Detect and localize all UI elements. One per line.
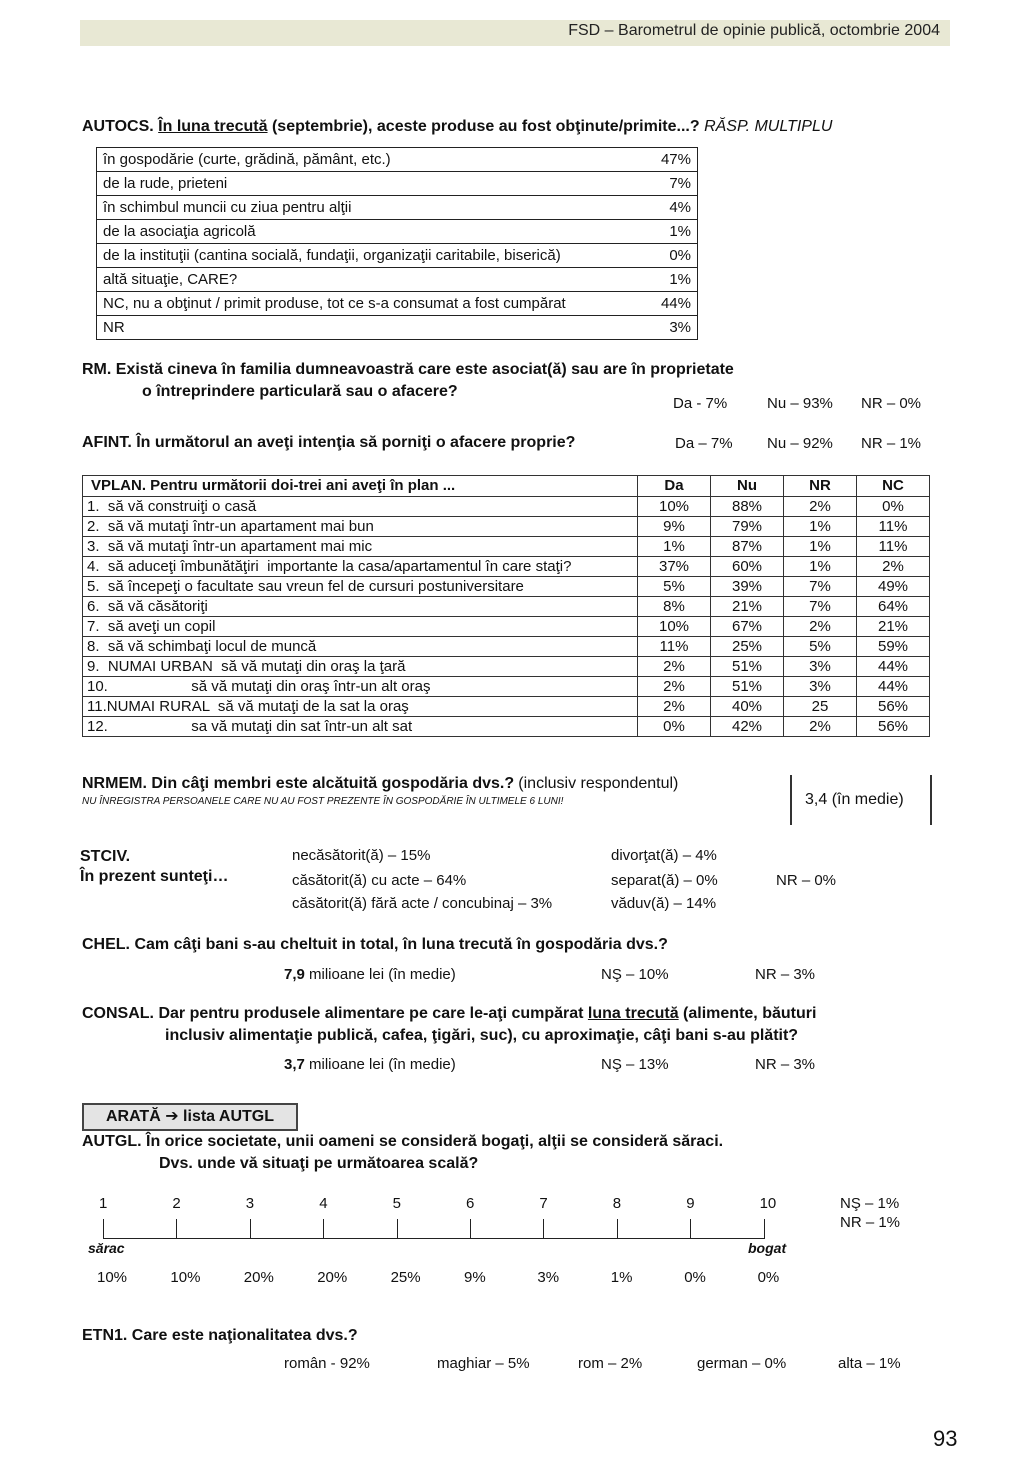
autgl-scale-number: 10 (759, 1195, 777, 1212)
stciv-code: STCIV. (80, 848, 131, 865)
autgl-scale-percent: 20% (243, 1269, 274, 1286)
vplan-cell: 56% (857, 697, 930, 717)
autgl-scale-tick (103, 1219, 104, 1239)
vplan-cell: 11% (638, 637, 711, 657)
autgl-scale-tick (250, 1219, 251, 1239)
consal-answer-ns: NŞ – 13% (601, 1056, 669, 1073)
vplan-cell: 2% (638, 677, 711, 697)
etn1-answer-roman: român - 92% (284, 1355, 370, 1372)
vplan-cell: 79% (711, 517, 784, 537)
afint-answer-nu: Nu – 92% (767, 435, 833, 452)
vplan-column-header: Nu (711, 476, 784, 497)
chel-answer-ns: NŞ – 10% (601, 966, 669, 983)
autgl-scale-percent: 0% (757, 1269, 780, 1286)
vplan-row (83, 537, 930, 557)
autgl-scale-tick (176, 1219, 177, 1239)
autocs-row-label: de la rude, prieteni (97, 172, 616, 196)
autgl-scale-number: 5 (392, 1195, 401, 1212)
chel-answer: 7,9 milioane lei (în medie) (284, 966, 456, 983)
vplan-cell: 21% (711, 597, 784, 617)
autocs-row-value: 1% (615, 220, 698, 244)
autgl-scale-tick (397, 1219, 398, 1239)
autocs-row (97, 244, 698, 268)
vplan-cell: 1% (784, 557, 857, 577)
vplan-cell: 51% (711, 677, 784, 697)
vplan-cell: 9% (638, 517, 711, 537)
stciv-answer-divortat: divorţat(ă) – 4% (611, 847, 717, 864)
vplan-cell: 40% (711, 697, 784, 717)
vplan-cell: 87% (711, 537, 784, 557)
stciv-answer-casatorit-acte: căsătorit(ă) cu acte – 64% (292, 872, 467, 889)
autgl-scale-number: 2 (172, 1195, 181, 1212)
vplan-cell: 2% (638, 657, 711, 677)
autgl-scale-number: 9 (686, 1195, 695, 1212)
vplan-cell: 2% (857, 557, 930, 577)
vplan-cell: 42% (711, 717, 784, 737)
afint-answer-nr: NR – 1% (861, 435, 922, 452)
vplan-row-label: 2. să vă mutaţi într-un apartament mai bun (83, 517, 638, 537)
autocs-row (97, 268, 698, 292)
etn1-answer-alta: alta – 1% (838, 1355, 901, 1372)
vplan-cell: 1% (784, 537, 857, 557)
autocs-row-value: 0% (615, 244, 698, 268)
afint-answer-da: Da – 7% (675, 435, 733, 452)
vplan-cell: 1% (784, 517, 857, 537)
vplan-column-header: Da (638, 476, 711, 497)
autgl-scale-percent: 25% (390, 1269, 421, 1286)
vplan-cell: 11% (857, 537, 930, 557)
vplan-row-label: 9. NUMAI URBAN să vă mutaţi din oraş la ţară (83, 657, 638, 677)
vplan-cell: 1% (638, 537, 711, 557)
autgl-scale-number: 1 (99, 1195, 108, 1212)
autocs-row-value: 47% (615, 148, 698, 172)
autocs-row-label: în schimbul muncii cu ziua pentru alţii (97, 196, 616, 220)
rm-answer-nr: NR – 0% (861, 395, 922, 412)
vplan-cell: 64% (857, 597, 930, 617)
autocs-table (96, 147, 698, 340)
vplan-cell: 2% (784, 717, 857, 737)
vplan-row (83, 597, 930, 617)
autgl-scale-number: 8 (612, 1195, 622, 1212)
nrmem-right-rule (930, 775, 932, 825)
vplan-row-label: 12. sa vă mutaţi din sat într-un alt sat (83, 717, 638, 737)
autocs-row-value: 1% (615, 268, 698, 292)
vplan-header-row (83, 476, 930, 497)
vplan-cell: 2% (784, 497, 857, 517)
autocs-row-value: 4% (615, 196, 698, 220)
rm-answer-da: Da - 7% (673, 395, 728, 412)
autgl-label-bogat: bogat (748, 1240, 787, 1256)
consal-question-line1: CONSAL. Dar pentru produsele alimentare pe care le-aţi cumpărat luna trecută (alimente, băuturi (82, 1005, 817, 1022)
rm-question-line1: RM. Există cineva în familia dumneavoastră care este asociat(ă) sau are în proprietate (82, 361, 734, 378)
vplan-row-label: 8. să vă schimbaţi locul de muncă (83, 637, 638, 657)
autocs-row-value: 3% (615, 316, 698, 340)
vplan-row-label: 4. să aduceţi îmbunătăţiri importante la casa/apartamentul în care staţi? (83, 557, 638, 577)
autgl-scale-tick (470, 1219, 471, 1239)
autgl-question-line1: AUTGL. În orice societate, unii oameni se consideră bogaţi, alţii se consideră săraci. (82, 1133, 724, 1150)
vplan-cell: 44% (857, 657, 930, 677)
vplan-row (83, 497, 930, 517)
autocs-row-label: în gospodărie (curte, grădină, pământ, etc.) (97, 148, 616, 172)
nrmem-answer: 3,4 (în medie) (805, 791, 904, 808)
nrmem-note: NU ÎNREGISTRA PERSOANELE CARE NU AU FOST PREZENTE ÎN GOSPODĂRIE ÎN ULTIMELE 6 LUNI! (82, 796, 564, 807)
vplan-cell: 5% (784, 637, 857, 657)
autgl-scale-tick (323, 1219, 324, 1239)
afint-question: AFINT. În următorul an aveţi intenţia să porniţi o afacere proprie? (82, 434, 576, 451)
etn1-question: ETN1. Care este naţionalitatea dvs.? (82, 1327, 358, 1344)
vplan-cell: 11% (857, 517, 930, 537)
etn1-answer-german: german – 0% (697, 1355, 787, 1372)
vplan-row (83, 637, 930, 657)
vplan-row (83, 717, 930, 737)
autgl-scale-percent: 10% (170, 1269, 201, 1286)
autocs-row-label: de la asociaţia agricolă (97, 220, 616, 244)
autgl-answer-nr: NR – 1% (840, 1214, 901, 1231)
consal-answer-nr: NR – 3% (755, 1056, 816, 1073)
vplan-cell: 3% (784, 677, 857, 697)
vplan-cell: 7% (784, 597, 857, 617)
vplan-row-label: 11.NUMAI RURAL să vă mutaţi de la sat la oraş (83, 697, 638, 717)
header-title: FSD – Barometrul de opinie publică, octombrie 2004 (568, 22, 940, 39)
vplan-table (82, 475, 930, 737)
nrmem-question: NRMEM. Din câţi membri este alcătuită gospodăria dvs.? (inclusiv respondentul) (82, 775, 679, 792)
stciv-label: În prezent sunteţi… (80, 868, 229, 885)
consal-answer: 3,7 milioane lei (în medie) (284, 1056, 456, 1073)
autocs-row-label: NR (97, 316, 616, 340)
vplan-row-label: 1. să vă construiţi o casă (83, 497, 638, 517)
vplan-row (83, 677, 930, 697)
vplan-cell: 0% (857, 497, 930, 517)
autgl-scale-tick (690, 1219, 691, 1239)
vplan-row (83, 577, 930, 597)
vplan-cell: 2% (638, 697, 711, 717)
vplan-cell: 8% (638, 597, 711, 617)
vplan-cell: 60% (711, 557, 784, 577)
vplan-row-label: 3. să vă mutaţi într-un apartament mai mic (83, 537, 638, 557)
autgl-scale-number: 7 (539, 1195, 548, 1212)
vplan-row-label: 6. să vă căsătoriţi (83, 597, 638, 617)
autgl-scale-tick (764, 1219, 765, 1239)
vplan-cell: 88% (711, 497, 784, 517)
vplan-cell: 7% (784, 577, 857, 597)
stciv-answer-nr: NR – 0% (776, 872, 837, 889)
vplan-row (83, 517, 930, 537)
stciv-answer-separat: separat(ă) – 0% (611, 872, 718, 889)
vplan-cell: 5% (638, 577, 711, 597)
chel-answer-nr: NR – 3% (755, 966, 816, 983)
autgl-label-sarac: sărac (88, 1240, 125, 1256)
autgl-scale-percent: 0% (684, 1269, 706, 1286)
vplan-row (83, 617, 930, 637)
autgl-scale-percent: 20% (317, 1269, 348, 1286)
vplan-cell: 25 (784, 697, 857, 717)
consal-question-line2: inclusiv alimentaţie publică, cafea, ţigări, suc), cu aproximaţie, câţi bani s-au plătit? (165, 1027, 799, 1044)
autgl-answer-ns: NŞ – 1% (840, 1195, 900, 1212)
vplan-row-label: 7. să aveţi un copil (83, 617, 638, 637)
vplan-row-label: 5. să începeţi o facultate sau vreun fel de cursuri postuniversitare (83, 577, 638, 597)
nrmem-left-rule (790, 775, 792, 825)
stciv-answer-concubinaj: căsătorit(ă) fără acte / concubinaj – 3% (292, 895, 553, 912)
vplan-row (83, 697, 930, 717)
autocs-row (97, 196, 698, 220)
autgl-scale-tick (543, 1219, 544, 1239)
autgl-scale-line (103, 1238, 765, 1239)
autgl-scale-percent: 3% (537, 1269, 560, 1286)
autocs-row (97, 292, 698, 316)
etn1-answer-maghiar: maghiar – 5% (437, 1355, 530, 1372)
vplan-cell: 0% (638, 717, 711, 737)
autgl-scale-number: 4 (319, 1195, 328, 1212)
vplan-column-header: NC (857, 476, 930, 497)
autocs-row-label: altă situaţie, CARE? (97, 268, 616, 292)
vplan-cell: 51% (711, 657, 784, 677)
vplan-cell: 56% (857, 717, 930, 737)
vplan-cell: 37% (638, 557, 711, 577)
autgl-scale-tick (617, 1219, 618, 1239)
vplan-row (83, 557, 930, 577)
vplan-cell: 10% (638, 497, 711, 517)
stciv-answer-necasatorit: necăsătorit(ă) – 15% (292, 847, 431, 864)
chel-question: CHEL. Cam câţi bani s-au cheltuit in total, în luna trecută în gospodăria dvs.? (82, 936, 668, 953)
autocs-row-value: 44% (615, 292, 698, 316)
vplan-title: VPLAN. Pentru următorii doi-trei ani aveţi în plan ... (83, 476, 638, 497)
vplan-cell: 3% (784, 657, 857, 677)
vplan-row (83, 657, 930, 677)
vplan-cell: 49% (857, 577, 930, 597)
stciv-answer-vaduv: văduv(ă) – 14% (611, 895, 717, 912)
vplan-cell: 67% (711, 617, 784, 637)
autgl-scale-number: 6 (466, 1195, 475, 1212)
etn1-answer-rom: rom – 2% (578, 1355, 643, 1372)
vplan-column-header: NR (784, 476, 857, 497)
autocs-row (97, 172, 698, 196)
autocs-row (97, 148, 698, 172)
autocs-row-label: NC, nu a obţinut / primit produse, tot ce s-a consumat a fost cumpărat (97, 292, 616, 316)
vplan-cell: 25% (711, 637, 784, 657)
autgl-scale-percent: 9% (464, 1269, 486, 1286)
autgl-question-line2: Dvs. unde vă situaţi pe următoarea scală? (159, 1155, 479, 1172)
autgl-scale-percent: 1% (610, 1269, 633, 1286)
autgl-scale-percent: 10% (97, 1269, 128, 1286)
vplan-cell: 10% (638, 617, 711, 637)
rm-question-line2: o întreprindere particulară sau o afacere? (142, 383, 458, 400)
autocs-row-label: de la instituţii (cantina socială, fundaţii, organizaţii caritabile, biserică) (97, 244, 616, 268)
vplan-cell: 44% (857, 677, 930, 697)
show-card-label: ARATĂ ➔ lista AUTGL (82, 1103, 298, 1131)
page-number: 93 (933, 1426, 958, 1451)
vplan-cell: 2% (784, 617, 857, 637)
rm-answer-nu: Nu – 93% (767, 395, 833, 412)
autocs-row-value: 7% (615, 172, 698, 196)
vplan-cell: 59% (857, 637, 930, 657)
vplan-cell: 21% (857, 617, 930, 637)
autocs-row (97, 316, 698, 340)
autocs-row (97, 220, 698, 244)
vplan-cell: 39% (711, 577, 784, 597)
vplan-row-label: 10. să vă mutaţi din oraş într-un alt oraş (83, 677, 638, 697)
autgl-scale-number: 3 (245, 1195, 255, 1212)
autocs-question: AUTOCS. În luna trecută (septembrie), aceste produse au fost obţinute/primite...? RĂSP. MULTIPLU (82, 118, 833, 135)
